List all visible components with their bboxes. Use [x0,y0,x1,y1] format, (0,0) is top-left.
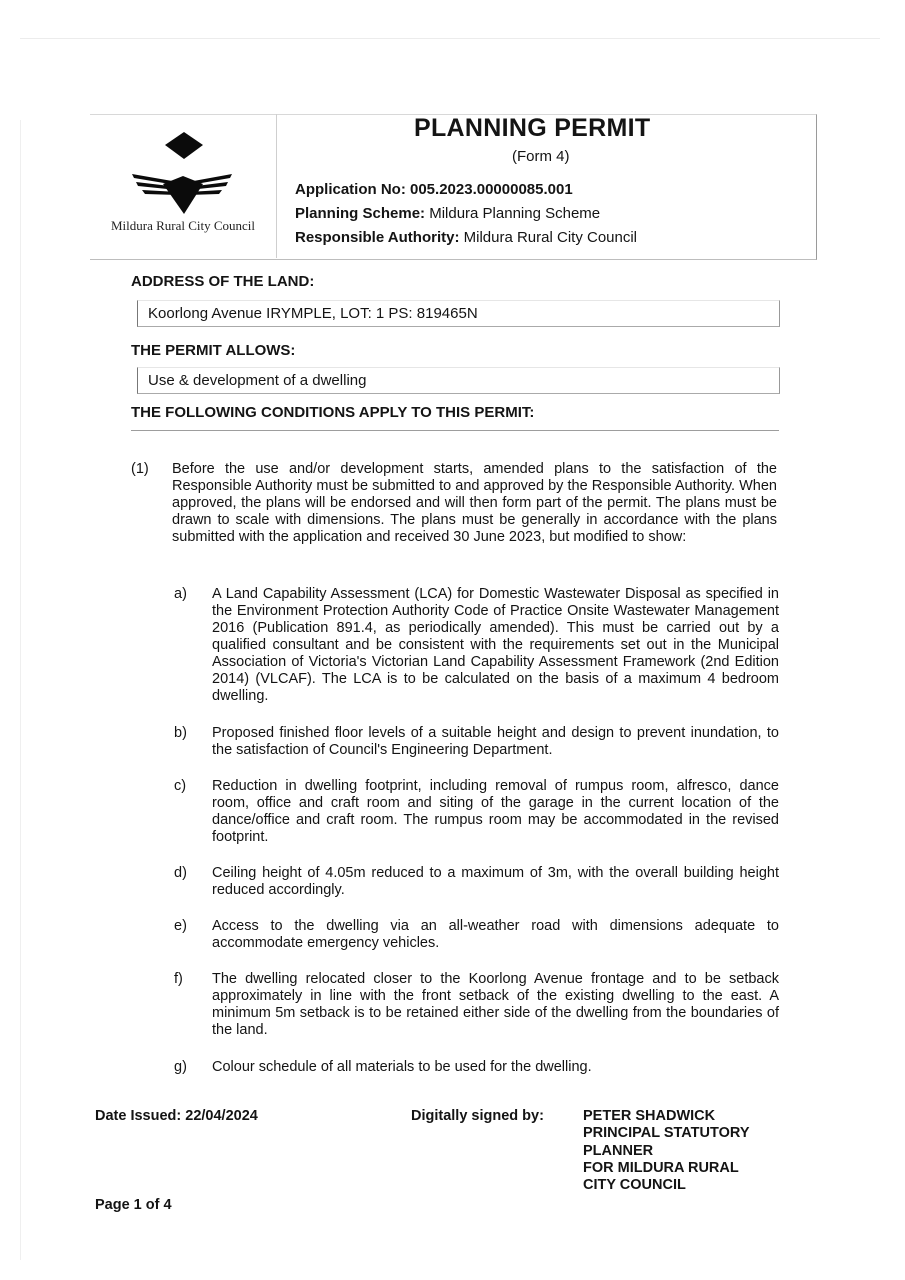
subcondition-letter: c) [174,778,187,794]
scan-edge-line [20,38,880,39]
signer-line: PETER SHADWICK [583,1108,716,1124]
date-issued: Date Issued: 22/04/2024 [95,1108,258,1124]
permit-allows-heading: THE PERMIT ALLOWS: [131,342,296,359]
signer-block [583,1108,750,1194]
organisation-name: Mildura Rural City Council [110,218,256,233]
subcondition-text: Access to the dwelling via an all-weather road with dimensions adequate to accommodate emergency vehicles. [212,918,779,951]
council-logo [128,130,238,222]
subcondition-text: Colour schedule of all materials to be used for the dwelling. [212,1059,592,1075]
responsible-authority-label: Responsible Authority: [295,229,460,246]
document-subtitle: (Form 4) [512,148,570,165]
application-no-value: 005.2023.00000085.001 [410,181,573,198]
subcondition-letter: g) [174,1059,187,1075]
document-title: PLANNING PERMIT [414,114,651,142]
condition-number: (1) [131,461,149,477]
conditions-rule [131,430,779,431]
planning-scheme-value: Mildura Planning Scheme [429,205,601,222]
responsible-authority-value: Mildura Rural City Council [463,229,638,246]
subcondition-text: Ceiling height of 4.05m reduced to a maximum of 3m, with the overall building height reduced accordingly. [212,865,779,898]
subcondition-letter: e) [174,918,187,934]
address-heading: ADDRESS OF THE LAND: [131,273,315,290]
application-no-label: Application No: [295,181,406,198]
signer-line: PLANNER [583,1142,654,1159]
responsible-authority-row [295,229,637,246]
address-field [137,300,780,327]
subcondition-text: Proposed finished floor levels of a suitable height and design to prevent inundation, to the satisfaction of Council's Engineering Department. [212,725,779,758]
subcondition-text: Reduction in dwelling footprint, including removal of rumpus room, alfresco, dance room, office and craft room and siting of the garage in the current location of the dance/office and craft room. The rumpus room may be accommodated in the revised footprint. [212,778,779,845]
subcondition-text: A Land Capability Assessment (LCA) for Domestic Wastewater Disposal as specified in the Environment Protection Authority Code of Practice Onsite Wastewater Management 2016 (Publication 891.4, as periodically amended). This must be carried out by a qualified consultant and be consistent with the requirements set out in the Municipal Association of Victoria's Victorian Land Capability Assessment Framework (2nd Edition 2014) (VLCAF). The LCA is to be calculated on the basis of a maximum 4 bedroom dwelling. [212,586,779,704]
subcondition-letter: f) [174,971,183,987]
subcondition-letter: b) [174,725,187,741]
signed-by-label: Digitally signed by: [411,1108,544,1124]
planning-scheme-row [295,205,600,222]
application-no-row [295,181,573,198]
permit-allows-value: Use & development of a dwelling [148,372,367,389]
subcondition-letter: a) [174,586,187,602]
address-value: Koorlong Avenue IRYMPLE, LOT: 1 PS: 819465N [148,305,478,322]
subcondition-letter: d) [174,865,187,881]
scan-margin-line [20,120,21,1260]
signer-line: PRINCIPAL STATUTORY [583,1125,750,1142]
page-number: Page 1 of 4 [95,1197,172,1213]
subcondition-text: The dwelling relocated closer to the Koorlong Avenue frontage and to be setback approximately in line with the front setback of the existing dwelling to the east. A minimum 5m setback is to be retained either side of the dwelling from the boundaries of the land. [212,971,779,1038]
conditions-heading: THE FOLLOWING CONDITIONS APPLY TO THIS PERMIT: [131,404,535,421]
logo-cell [90,114,277,258]
permit-allows-field [137,367,780,394]
condition-text: Before the use and/or development starts, amended plans to the satisfaction of the Responsible Authority must be submitted to and approved by the Responsible Authority. When approved, the plans will be endorsed and will then form part of the permit. The plans must be drawn to scale with dimensions. The plans must be generally in accordance with the plans submitted with the application and received 30 June 2023, but modified to show: [172,461,777,545]
signer-line: FOR MILDURA RURAL [583,1159,739,1176]
signer-line: CITY COUNCIL [583,1177,686,1194]
planning-scheme-label: Planning Scheme: [295,205,426,222]
